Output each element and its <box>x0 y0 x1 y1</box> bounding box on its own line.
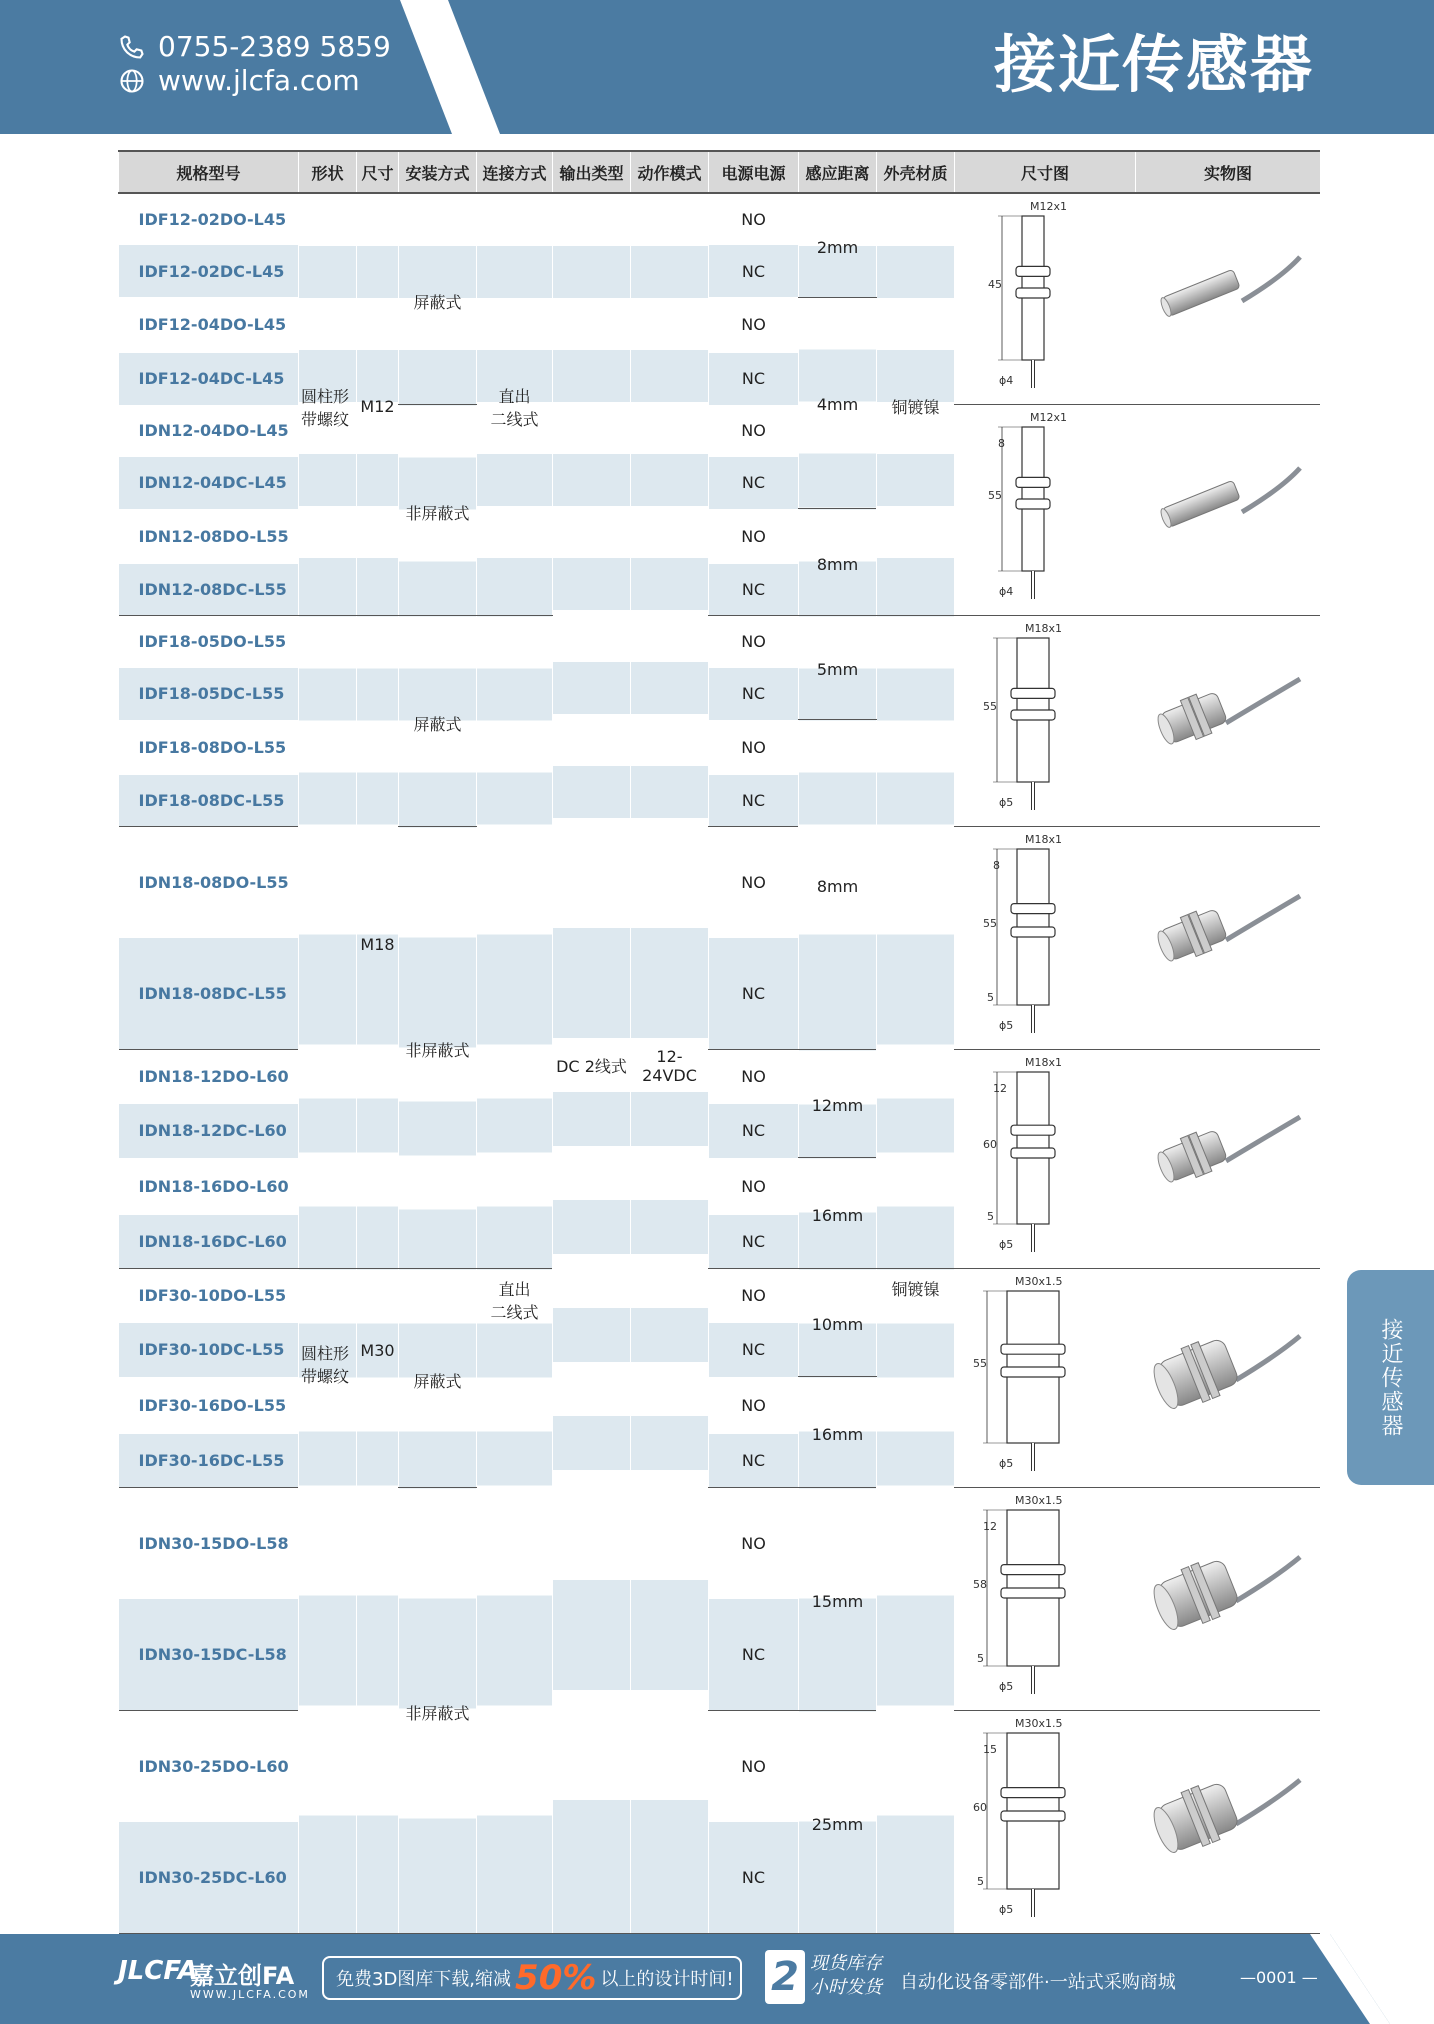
shape-cell <box>299 616 357 1269</box>
dim-tail-label: 5 <box>987 991 994 1004</box>
model-cell[interactable]: IDN18-16DC-L60 <box>119 1215 299 1269</box>
dimension-cell <box>955 1711 1136 1934</box>
dim-thread-label: M18x1 <box>1025 622 1062 635</box>
distance-cell-text: 15mm <box>811 1591 864 1611</box>
dim-head-label: 12 <box>983 1520 997 1533</box>
photo-cell <box>1136 193 1321 405</box>
model-cell[interactable]: IDN30-25DO-L60 <box>138 1757 289 1776</box>
stock-text-a: 现货库存 <box>810 1953 882 1974</box>
housing-cell <box>877 193 955 616</box>
mode-cell: NO <box>709 193 799 245</box>
mount-cell <box>399 827 477 1269</box>
promo-text-b: 以上的设计时间! <box>600 1969 734 1990</box>
distance-cell-text: 12mm <box>811 1096 864 1115</box>
distance-cell <box>799 1488 877 1711</box>
column-header: 规格型号 <box>119 151 299 193</box>
shape-cell <box>299 1269 357 1934</box>
mount-cell <box>399 193 477 405</box>
model-cell[interactable]: IDF30-10DO-L55 <box>138 1286 287 1306</box>
connection-cell <box>477 616 553 1269</box>
distance-cell-text: 2mm <box>816 237 859 257</box>
mode-cell: NC <box>709 564 799 616</box>
stock-text-b: 小时发货 <box>810 1977 882 1998</box>
dim-tail-label: 5 <box>987 1210 994 1223</box>
dim-cable-label: ϕ5 <box>999 796 1014 809</box>
housing-cell <box>877 1269 955 1934</box>
column-header: 尺寸图 <box>955 151 1136 193</box>
promo-text-a: 免费3D图库下载,缩减 <box>336 1969 512 1990</box>
column-header: 外壳材质 <box>877 151 955 193</box>
distance-cell-text: 8mm <box>816 554 859 574</box>
distance-cell <box>799 1377 877 1488</box>
model-cell[interactable]: IDF12-04DC-L45 <box>119 353 299 405</box>
mount-cell-text: 非屏蔽式 <box>405 1041 470 1060</box>
model-cell[interactable]: IDN18-12DC-L60 <box>119 1104 299 1158</box>
housing-cell-text: 铜镀镍 <box>891 398 940 417</box>
mount-cell-text: 屏蔽式 <box>413 1371 462 1391</box>
connection-cell <box>477 1269 553 1934</box>
mode-cell: NO <box>709 1269 799 1323</box>
distance-cell-text: 25mm <box>811 1814 864 1834</box>
distance-cell-text: 16mm <box>811 1205 864 1225</box>
mount-cell <box>399 405 477 616</box>
size-cell-text: M30 <box>360 1341 395 1360</box>
distance-cell-text: 10mm <box>811 1315 864 1334</box>
photo-cell <box>1136 1711 1321 1934</box>
distance-cell <box>799 616 877 720</box>
column-header: 动作模式 <box>631 151 709 193</box>
shape-cell-text: 圆柱形 带螺纹 <box>301 1344 350 1386</box>
product-photo <box>1136 194 1320 400</box>
mode-cell: NC <box>709 1215 799 1269</box>
model-cell[interactable]: IDN12-08DC-L55 <box>119 564 299 616</box>
dimension-drawing <box>955 616 1135 822</box>
dim-thread-label: M30x1.5 <box>1015 1717 1063 1730</box>
product-photo <box>1136 616 1320 822</box>
footer-brand: 嘉立创FA <box>190 1962 295 1990</box>
promo-banner[interactable] <box>322 1956 742 2000</box>
dim-length-label: 55 <box>973 1357 987 1370</box>
model-cell[interactable]: IDN12-04DC-L45 <box>119 457 299 509</box>
mode-cell: NC <box>709 1599 799 1711</box>
connection-cell-text: 直出 二线式 <box>490 1280 539 1322</box>
mode-cell: NO <box>709 1377 799 1434</box>
model-cell[interactable]: IDN18-08DO-L55 <box>138 873 289 892</box>
model-cell[interactable]: IDF18-05DO-L55 <box>138 632 287 652</box>
mount-cell <box>399 1269 477 1488</box>
photo-cell <box>1136 1269 1321 1488</box>
column-header: 尺寸 <box>357 151 399 193</box>
promo-percent: 50% <box>515 1958 597 1998</box>
distance-cell <box>799 193 877 297</box>
distance-cell <box>799 509 877 616</box>
mount-cell-text: 屏蔽式 <box>413 292 462 312</box>
dim-tail-label: 5 <box>977 1652 984 1665</box>
mode-cell: NO <box>709 1158 799 1215</box>
dim-head-label: 15 <box>983 1743 997 1756</box>
dimension-cell <box>955 193 1136 405</box>
dimension-drawing <box>955 1488 1135 1706</box>
spec-table <box>118 150 1320 1934</box>
globe-icon <box>118 67 146 95</box>
dim-head-label: 8 <box>993 859 1000 872</box>
dim-thread-label: M30x1.5 <box>1015 1275 1063 1288</box>
housing-cell-text: 铜镀镍 <box>891 1280 940 1299</box>
stock-hours-number: 2 <box>765 1950 805 2004</box>
dimension-drawing <box>955 1711 1135 1929</box>
dimension-cell <box>955 405 1136 616</box>
dim-cable-label: ϕ4 <box>999 374 1014 387</box>
product-photo <box>1136 405 1320 611</box>
dimension-cell <box>955 827 1136 1050</box>
mount-cell-text: 非屏蔽式 <box>405 1704 470 1723</box>
output-cell <box>553 193 631 1934</box>
dim-thread-label: M30x1.5 <box>1015 1494 1063 1507</box>
shape-cell-text: 圆柱形 带螺纹 <box>301 386 350 429</box>
mode-cell: NO <box>709 1711 799 1823</box>
footer-logo: JLCFA <box>118 1956 198 1986</box>
distance-cell-text: 8mm <box>816 877 859 896</box>
column-header: 形状 <box>299 151 357 193</box>
mode-cell: NC <box>709 353 799 405</box>
dimension-cell <box>955 1269 1136 1488</box>
column-header: 电源电源 <box>709 151 799 193</box>
footer-brand-url: WWW.JLCFA.COM <box>190 1988 310 2001</box>
mode-cell: NO <box>709 616 799 668</box>
table-body <box>119 193 1321 1934</box>
distance-cell <box>799 1158 877 1269</box>
dim-cable-label: ϕ5 <box>999 1457 1014 1470</box>
column-header: 安装方式 <box>399 151 477 193</box>
mode-cell: NO <box>709 827 799 939</box>
dim-head-label: 12 <box>993 1082 1007 1095</box>
output-cell-text: DC 2线式 <box>556 1057 627 1076</box>
model-cell[interactable]: IDN12-04DO-L45 <box>138 421 289 440</box>
mode-cell: NO <box>709 297 799 353</box>
mode-cell: NC <box>709 245 799 297</box>
distance-cell <box>799 720 877 1050</box>
mode-cell: NO <box>709 1488 799 1600</box>
model-cell[interactable]: IDF30-16DO-L55 <box>138 1395 287 1415</box>
dimension-cell <box>955 1050 1136 1269</box>
distance-cell-text: 4mm <box>816 395 859 415</box>
model-cell[interactable]: IDF12-04DO-L45 <box>138 315 287 335</box>
product-photo <box>1136 1488 1320 1706</box>
mode-cell: NO <box>709 1050 799 1104</box>
mode-cell: NC <box>709 938 799 1050</box>
dim-length-label: 45 <box>988 278 1002 291</box>
dim-cable-label: ϕ4 <box>999 585 1014 598</box>
photo-cell <box>1136 1050 1321 1269</box>
model-cell[interactable]: IDN30-15DO-L58 <box>138 1534 289 1553</box>
dimension-cell <box>955 1488 1136 1711</box>
photo-cell <box>1136 405 1321 616</box>
dim-length-label: 60 <box>973 1801 987 1814</box>
dim-thread-label: M18x1 <box>1025 833 1062 846</box>
dim-length-label: 55 <box>983 917 997 930</box>
model-cell[interactable]: IDN18-16DO-L60 <box>138 1176 289 1196</box>
mode-cell: NC <box>709 457 799 509</box>
page-header <box>0 0 1434 134</box>
model-cell[interactable]: IDF18-08DC-L55 <box>119 775 299 827</box>
page-footer <box>0 1934 1434 2024</box>
dimension-drawing <box>955 1269 1135 1483</box>
column-header: 输出类型 <box>553 151 631 193</box>
model-cell[interactable]: IDF18-08DO-L55 <box>138 737 287 757</box>
dim-head-label: 8 <box>998 437 1005 450</box>
dim-thread-label: M18x1 <box>1025 1056 1062 1069</box>
mode-cell: NC <box>709 1104 799 1158</box>
shape-cell <box>299 193 357 616</box>
mode-cell: NO <box>709 720 799 775</box>
dim-cable-label: ϕ5 <box>999 1903 1014 1916</box>
mount-cell <box>399 1488 477 1934</box>
dim-cable-label: ϕ5 <box>999 1019 1014 1032</box>
phone-icon <box>118 33 146 61</box>
page-number: —0001 — <box>1240 1968 1318 1987</box>
distance-cell-text: 5mm <box>816 660 859 679</box>
distance-cell <box>799 1269 877 1377</box>
dimension-cell <box>955 616 1136 827</box>
model-cell[interactable]: IDN30-25DC-L60 <box>119 1822 299 1934</box>
photo-cell <box>1136 1488 1321 1711</box>
contact-info <box>118 30 391 98</box>
table-row <box>119 1269 1321 1323</box>
dimension-drawing <box>955 194 1135 400</box>
table-header-row <box>119 151 1321 193</box>
size-cell <box>357 193 399 616</box>
mount-cell-text: 非屏蔽式 <box>405 503 470 523</box>
photo-cell <box>1136 827 1321 1050</box>
mode-cell: NC <box>709 1434 799 1488</box>
dim-cable-label: ϕ5 <box>999 1238 1014 1251</box>
stock-text <box>810 1952 882 2000</box>
power-cell <box>631 193 709 1934</box>
product-photo <box>1136 1269 1320 1483</box>
phone-number[interactable]: 0755-2389 5859 <box>158 30 391 63</box>
photo-cell <box>1136 616 1321 827</box>
footer-slogan: 自动化设备零部件·一站式采购商城 <box>900 1972 1176 1993</box>
column-header: 感应距离 <box>799 151 877 193</box>
table-row <box>119 616 1321 668</box>
model-cell[interactable]: IDN18-08DC-L55 <box>119 938 299 1050</box>
connection-cell-text: 直出 二线式 <box>490 386 539 429</box>
dim-length-label: 58 <box>973 1578 987 1591</box>
model-cell[interactable]: IDN12-08DO-L55 <box>138 526 289 546</box>
dimension-drawing <box>955 1050 1135 1264</box>
dimension-drawing <box>955 827 1135 1045</box>
mount-cell <box>399 616 477 827</box>
dim-length-label: 55 <box>983 700 997 713</box>
table-row <box>119 193 1321 245</box>
model-cell[interactable]: IDF30-10DC-L55 <box>119 1323 299 1377</box>
mode-cell: NO <box>709 509 799 564</box>
distance-cell-text: 16mm <box>811 1424 864 1444</box>
power-cell-text: 12-24VDC <box>642 1046 697 1085</box>
mount-cell-text: 屏蔽式 <box>413 714 462 734</box>
column-header: 连接方式 <box>477 151 553 193</box>
dim-cable-label: ϕ5 <box>999 1680 1014 1693</box>
product-photo <box>1136 1711 1320 1929</box>
dim-length-label: 60 <box>983 1138 997 1151</box>
column-header: 实物图 <box>1136 151 1321 193</box>
website-link[interactable]: www.jlcfa.com <box>158 64 360 97</box>
size-cell <box>357 1269 399 1934</box>
mode-cell: NC <box>709 668 799 720</box>
distance-cell <box>799 1050 877 1158</box>
model-cell[interactable]: IDF12-02DO-L45 <box>138 210 287 229</box>
mode-cell: NC <box>709 1323 799 1377</box>
dimension-drawing <box>955 405 1135 611</box>
model-cell[interactable]: IDF30-16DC-L55 <box>119 1434 299 1488</box>
mode-cell: NC <box>709 1822 799 1934</box>
model-cell[interactable]: IDN18-12DO-L60 <box>138 1067 289 1087</box>
model-cell[interactable]: IDF18-05DC-L55 <box>119 668 299 720</box>
size-cell <box>357 616 399 1269</box>
distance-cell <box>799 297 877 509</box>
dim-length-label: 55 <box>988 489 1002 502</box>
mode-cell: NO <box>709 405 799 457</box>
dim-thread-label: M12x1 <box>1030 200 1067 213</box>
connection-cell <box>477 193 553 616</box>
model-cell[interactable]: IDN30-15DC-L58 <box>119 1599 299 1711</box>
dim-thread-label: M12x1 <box>1030 411 1067 424</box>
size-cell-text: M12 <box>360 397 395 416</box>
distance-cell <box>799 1711 877 1934</box>
dim-tail-label: 5 <box>977 1875 984 1888</box>
housing-cell <box>877 616 955 1269</box>
product-photo <box>1136 827 1320 1045</box>
model-cell[interactable]: IDF12-02DC-L45 <box>119 245 299 297</box>
size-cell-text: M18 <box>360 934 395 954</box>
product-photo <box>1136 1050 1320 1264</box>
side-tab[interactable]: 接近传感器 <box>1347 1270 1434 1485</box>
mode-cell: NC <box>709 775 799 827</box>
page-title: 接近传感器 <box>993 28 1314 101</box>
